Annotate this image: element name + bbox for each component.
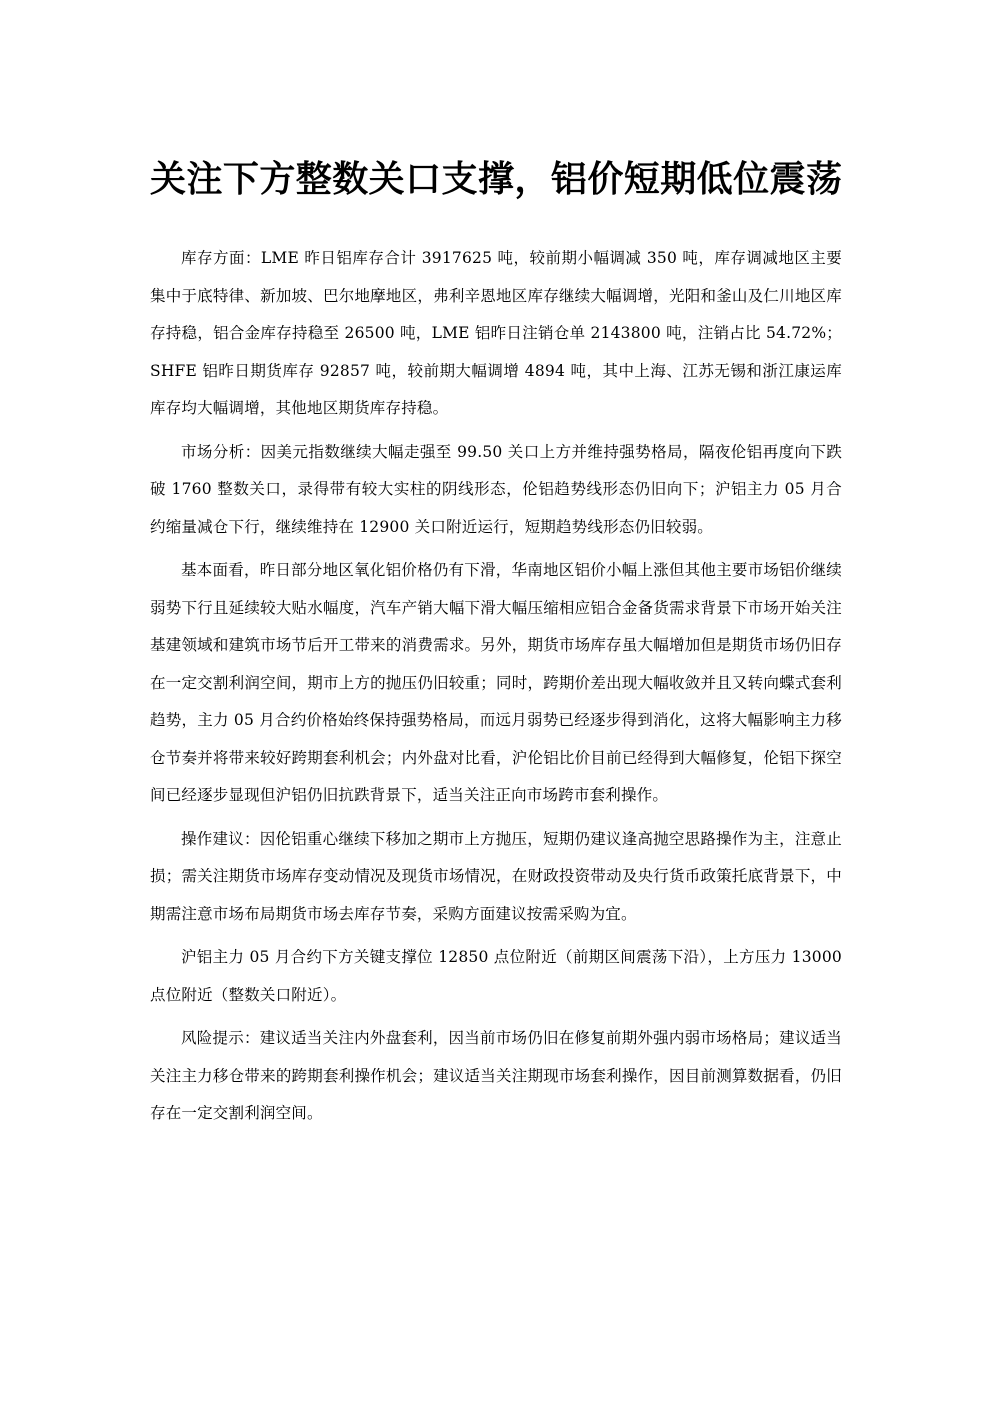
paragraph-inventory: 库存方面：LME 昨日铝库存合计 3917625 吨，较前期小幅调减 350 吨，库存调减地区主要集中于底特律、新加坡、巴尔地摩地区，弗利辛恩地区库存继续大幅调增，光阳和釜山及仁川地区库存持稳，铝合金库存持稳至 26500 吨，LME 铝昨日注销仓单 2143800 吨，注销占比 54.72%；SHFE 铝昨日期货库存 92857 吨，较前期大幅调增 4894 吨，其中上海、江苏无锡和浙江康运库库存均大幅调增，其他地区期货库存持稳。 <box>150 249 842 417</box>
document-body <box>150 240 842 1139</box>
paragraph-fundamentals: 基本面看，昨日部分地区氧化铝价格仍有下滑，华南地区铝价小幅上涨但其他主要市场铝价继续弱势下行且延续较大贴水幅度，汽车产销大幅下滑大幅压缩相应铝合金备货需求背景下市场开始关注基建领域和建筑市场节后开工带来的消费需求。另外，期货市场库存虽大幅增加但是期货市场仍旧存在一定交割利润空间，期市上方的抛压仍旧较重；同时，跨期价差出现大幅收敛并且又转向蝶式套利趋势，主力 05 月合约价格始终保持强势格局，而远月弱势已经逐步得到消化，这将大幅影响主力移仓节奏并将带来较好跨期套利机会；内外盘对比看，沪伦铝比价目前已经得到大幅修复，伦铝下探空间已经逐步显现但沪铝仍旧抗跌背景下，适当关注正向市场跨市套利操作。 <box>150 561 842 804</box>
paragraph-risk-warning: 风险提示：建议适当关注内外盘套利，因当前市场仍旧在修复前期外强内弱市场格局；建议适当关注主力移仓带来的跨期套利操作机会；建议适当关注期现市场套利操作，因目前测算数据看，仍旧存在一定交割利润空间。 <box>150 1029 842 1122</box>
paragraph-operation-advice: 操作建议：因伦铝重心继续下移加之期市上方抛压，短期仍建议逢高抛空思路操作为主，注意止损；需关注期货市场库存变动情况及现货市场情况，在财政投资带动及央行货币政策托底背景下，中期需注意市场布局期货市场去库存节奏，采购方面建议按需采购为宜。 <box>150 829 842 923</box>
paragraph-support-resistance: 沪铝主力 05 月合约下方关键支撑位 12850 点位附近（前期区间震荡下沿），上方压力 13000 点位附近（整数关口附近）。 <box>150 948 842 1004</box>
paragraph-market-analysis: 市场分析：因美元指数继续大幅走强至 99.50 关口上方并维持强势格局，隔夜伦铝再度向下跌破 1760 整数关口，录得带有较大实柱的阴线形态，伦铝趋势线形态仍旧向下；沪铝主力 05 月合约缩量减仓下行，继续维持在 12900 关口附近运行，短期趋势线形态仍旧较弱。 <box>150 442 842 536</box>
document-title: 关注下方整数关口支撑，铝价短期低位震荡 <box>150 159 842 200</box>
